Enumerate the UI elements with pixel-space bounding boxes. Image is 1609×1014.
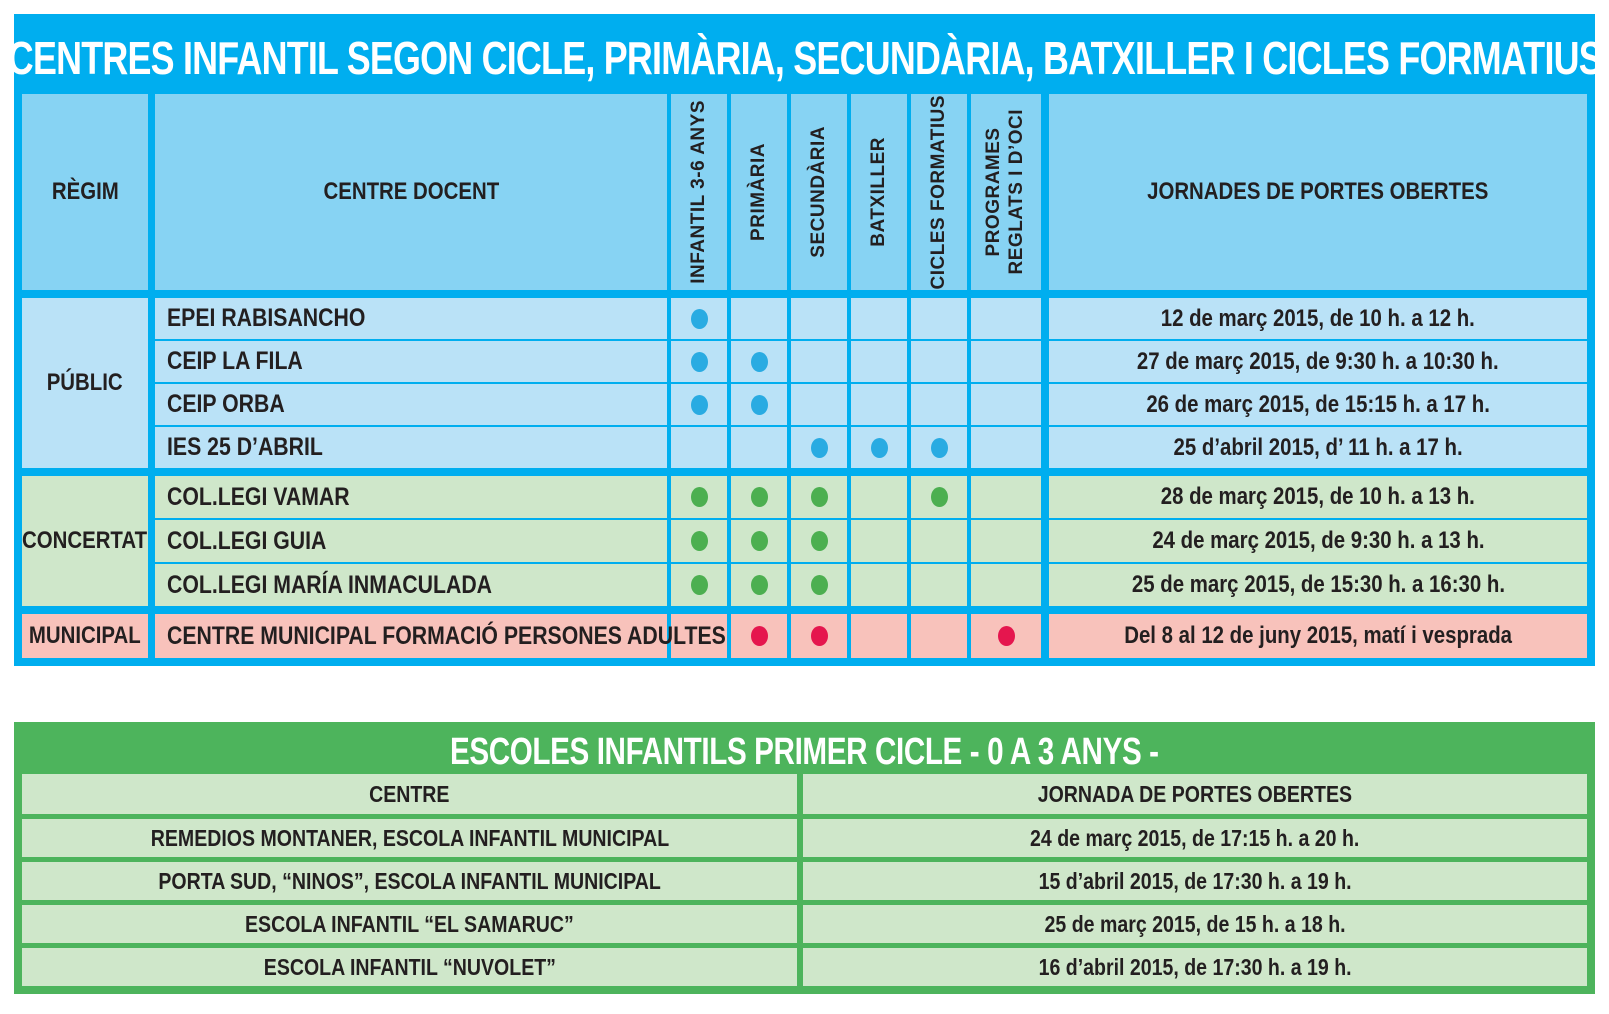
centre-cell xyxy=(22,905,797,943)
header-regim-label: RÈGIM xyxy=(51,178,119,205)
centre-cell xyxy=(155,341,667,382)
offering-dot-icon xyxy=(931,438,948,458)
offering-dot-icon xyxy=(691,395,708,415)
dot-cell-primaria xyxy=(731,384,787,425)
jornada-cell xyxy=(803,819,1587,857)
offering-dot-icon xyxy=(811,575,828,595)
header-centre-label: CENTRE xyxy=(369,780,450,807)
offering-dot-icon xyxy=(691,575,708,595)
centre-name: COL.LEGI MARÍA INMACULADA xyxy=(167,570,493,599)
dot-cell-primaria xyxy=(731,427,787,468)
dot-cell-cicles xyxy=(911,614,967,658)
dot-cell-batxiller xyxy=(851,341,907,382)
centre-name: CEIP ORBA xyxy=(167,390,285,418)
offering-dot-icon xyxy=(691,309,708,329)
escoles-infantils-title xyxy=(22,730,1587,774)
jornades-cell xyxy=(1049,614,1587,658)
dot-cell-secundaria xyxy=(791,614,847,658)
centre-name: PORTA SUD, “NINOS”, ESCOLA INFANTIL MUNICIPAL xyxy=(158,867,661,894)
dot-cell-programes xyxy=(971,298,1041,339)
jornada-cell xyxy=(803,862,1587,900)
header-infantil-label: INFANTIL 3-6 ANYS xyxy=(687,100,709,284)
centres-table-title-text: CENTRES INFANTIL SEGON CICLE, PRIMÀRIA, SECUNDÀRIA, BATXILLER I CICLES FORMATIUS xyxy=(7,32,1602,84)
dot-cell-infantil xyxy=(671,384,727,425)
dot-cell-infantil xyxy=(671,520,727,562)
header-batxiller xyxy=(851,94,907,290)
centre-name: REMEDIOS MONTANER, ESCOLA INFANTIL MUNICIPAL xyxy=(150,824,669,851)
jornades-text: 25 d’abril 2015, d’ 11 h. a 17 h. xyxy=(1173,433,1463,461)
dot-cell-secundaria xyxy=(791,476,847,518)
dot-cell-cicles xyxy=(911,384,967,425)
centre-cell xyxy=(22,819,797,857)
header-infantil xyxy=(671,94,727,290)
jornades-text: 24 de març 2015, de 9:30 h. a 13 h. xyxy=(1151,527,1485,554)
offering-dot-icon xyxy=(691,352,708,372)
dot-cell-primaria xyxy=(731,614,787,658)
dot-cell-batxiller xyxy=(851,520,907,562)
header-primaria xyxy=(731,94,787,290)
dot-cell-primaria xyxy=(731,520,787,562)
escoles-infantils-table xyxy=(14,722,1595,994)
offering-dot-icon xyxy=(931,487,948,507)
centre-name: IES 25 D’ABRIL xyxy=(167,433,323,461)
jornades-cell xyxy=(1049,520,1587,562)
offering-dot-icon xyxy=(691,531,708,551)
dot-cell-batxiller xyxy=(851,298,907,339)
dot-cell-secundaria xyxy=(791,341,847,382)
offering-dot-icon xyxy=(751,487,768,507)
header-jornada-label: JORNADA DE PORTES OBERTES xyxy=(1037,780,1353,807)
centre-cell xyxy=(155,564,667,606)
dot-cell-programes xyxy=(971,476,1041,518)
dot-cell-secundaria xyxy=(791,520,847,562)
offering-dot-icon xyxy=(811,531,828,551)
jornada-text: 16 d’abril 2015, de 17:30 h. a 19 h. xyxy=(1038,953,1352,980)
header-centre xyxy=(22,774,797,814)
jornades-cell xyxy=(1049,476,1587,518)
regim-group-municipal xyxy=(22,614,148,658)
jornades-text: 12 de març 2015, de 10 h. a 12 h. xyxy=(1160,304,1476,332)
jornades-text: 28 de març 2015, de 10 h. a 13 h. xyxy=(1160,483,1476,510)
regim-concertat-label: CONCERTAT xyxy=(22,527,148,554)
header-secundaria-label: SECUNDÀRIA xyxy=(807,126,829,258)
regim-group-public xyxy=(22,298,148,468)
offering-dot-icon xyxy=(751,626,768,646)
header-centre-docent-label: CENTRE DOCENT xyxy=(323,178,499,205)
header-cicles-formatius-label: CICLES FORMATIUS xyxy=(927,94,949,290)
centres-table-grid xyxy=(22,94,1587,658)
jornada-cell xyxy=(803,948,1587,986)
header-cicles-formatius xyxy=(911,94,967,290)
jornades-cell xyxy=(1049,298,1587,339)
centre-cell xyxy=(155,384,667,425)
offering-dot-icon xyxy=(811,438,828,458)
dot-cell-secundaria xyxy=(791,298,847,339)
offering-dot-icon xyxy=(751,531,768,551)
centre-cell xyxy=(155,298,667,339)
jornada-text: 24 de març 2015, de 17:15 h. a 20 h. xyxy=(1030,824,1360,851)
dot-cell-primaria xyxy=(731,476,787,518)
escoles-infantils-title-text: ESCOLES INFANTILS PRIMER CICLE - 0 A 3 ANYS - xyxy=(450,730,1159,773)
centre-cell xyxy=(155,520,667,562)
centre-name: ESCOLA INFANTIL “NUVOLET” xyxy=(263,953,556,980)
centre-name: CENTRE MUNICIPAL FORMACIÓ PERSONES ADULTES xyxy=(167,621,726,650)
header-jornada xyxy=(803,774,1587,814)
jornades-text: Del 8 al 12 de juny 2015, matí i vesprada xyxy=(1124,622,1512,649)
dot-cell-infantil xyxy=(671,476,727,518)
header-secundaria xyxy=(791,94,847,290)
dot-cell-programes xyxy=(971,427,1041,468)
header-primaria-label: PRIMÀRIA xyxy=(747,143,769,241)
escoles-infantils-grid xyxy=(22,774,1587,986)
dot-cell-cicles xyxy=(911,341,967,382)
jornades-cell xyxy=(1049,427,1587,468)
dot-cell-cicles xyxy=(911,564,967,606)
jornades-cell xyxy=(1049,564,1587,606)
jornades-cell xyxy=(1049,341,1587,382)
centres-table xyxy=(7,14,1602,666)
dot-cell-cicles xyxy=(911,520,967,562)
dot-cell-programes xyxy=(971,341,1041,382)
offering-dot-icon xyxy=(871,438,888,458)
header-programes xyxy=(971,94,1041,290)
regim-public-label: PÚBLIC xyxy=(47,369,123,396)
dot-cell-infantil xyxy=(671,427,727,468)
header-programes-label: PROGRAMES REGLATS I D’OCI xyxy=(983,109,1027,275)
dot-cell-secundaria xyxy=(791,427,847,468)
offering-dot-icon xyxy=(998,626,1015,646)
offering-dot-icon xyxy=(751,395,768,415)
offering-dot-icon xyxy=(811,626,828,646)
dot-cell-secundaria xyxy=(791,564,847,606)
offering-dot-icon xyxy=(691,487,708,507)
regim-group-concertat xyxy=(22,476,148,606)
centres-table-title xyxy=(7,22,1602,94)
dot-cell-programes xyxy=(971,614,1041,658)
regim-municipal-label: MUNICIPAL xyxy=(29,622,141,649)
dot-cell-cicles xyxy=(911,427,967,468)
dot-cell-primaria xyxy=(731,564,787,606)
centre-name: EPEI RABISANCHO xyxy=(167,304,366,332)
dot-cell-batxiller xyxy=(851,427,907,468)
centre-name: CEIP LA FILA xyxy=(167,347,303,375)
centre-cell xyxy=(155,427,667,468)
centre-cell xyxy=(22,862,797,900)
jornades-text: 26 de març 2015, de 15:15 h. a 17 h. xyxy=(1146,390,1490,418)
offering-dot-icon xyxy=(751,352,768,372)
dot-cell-batxiller xyxy=(851,384,907,425)
dot-cell-infantil xyxy=(671,341,727,382)
centre-name: COL.LEGI GUIA xyxy=(167,526,327,555)
dot-cell-infantil xyxy=(671,564,727,606)
jornades-cell xyxy=(1049,384,1587,425)
offering-dot-icon xyxy=(811,487,828,507)
dot-cell-secundaria xyxy=(791,384,847,425)
dot-cell-programes xyxy=(971,564,1041,606)
dot-cell-batxiller xyxy=(851,564,907,606)
centre-name: COL.LEGI VAMAR xyxy=(167,482,350,511)
centre-cell xyxy=(155,614,726,658)
jornada-cell xyxy=(803,905,1587,943)
centre-cell xyxy=(22,948,797,986)
dot-cell-batxiller xyxy=(851,476,907,518)
centre-cell xyxy=(155,476,667,518)
dot-cell-cicles xyxy=(911,298,967,339)
jornades-text: 27 de març 2015, de 9:30 h. a 10:30 h. xyxy=(1137,347,1499,375)
dot-cell-primaria xyxy=(731,341,787,382)
header-jornades xyxy=(1049,94,1587,290)
jornada-text: 15 d’abril 2015, de 17:30 h. a 19 h. xyxy=(1038,867,1352,894)
dot-cell-batxiller xyxy=(851,614,907,658)
dot-cell-programes xyxy=(971,384,1041,425)
dot-cell-infantil xyxy=(671,298,727,339)
centre-name: ESCOLA INFANTIL “EL SAMARUC” xyxy=(245,910,574,937)
jornada-text: 25 de març 2015, de 15 h. a 18 h. xyxy=(1044,910,1346,937)
dot-cell-cicles xyxy=(911,476,967,518)
offering-dot-icon xyxy=(751,575,768,595)
header-jornades-label: JORNADES DE PORTES OBERTES xyxy=(1147,178,1489,205)
dot-cell-programes xyxy=(971,520,1041,562)
dot-cell-primaria xyxy=(731,298,787,339)
header-centre-docent xyxy=(155,94,667,290)
header-regim xyxy=(22,94,148,290)
header-batxiller-label: BATXILLER xyxy=(867,137,889,247)
jornades-text: 25 de març 2015, de 15:30 h. a 16:30 h. xyxy=(1131,571,1505,598)
